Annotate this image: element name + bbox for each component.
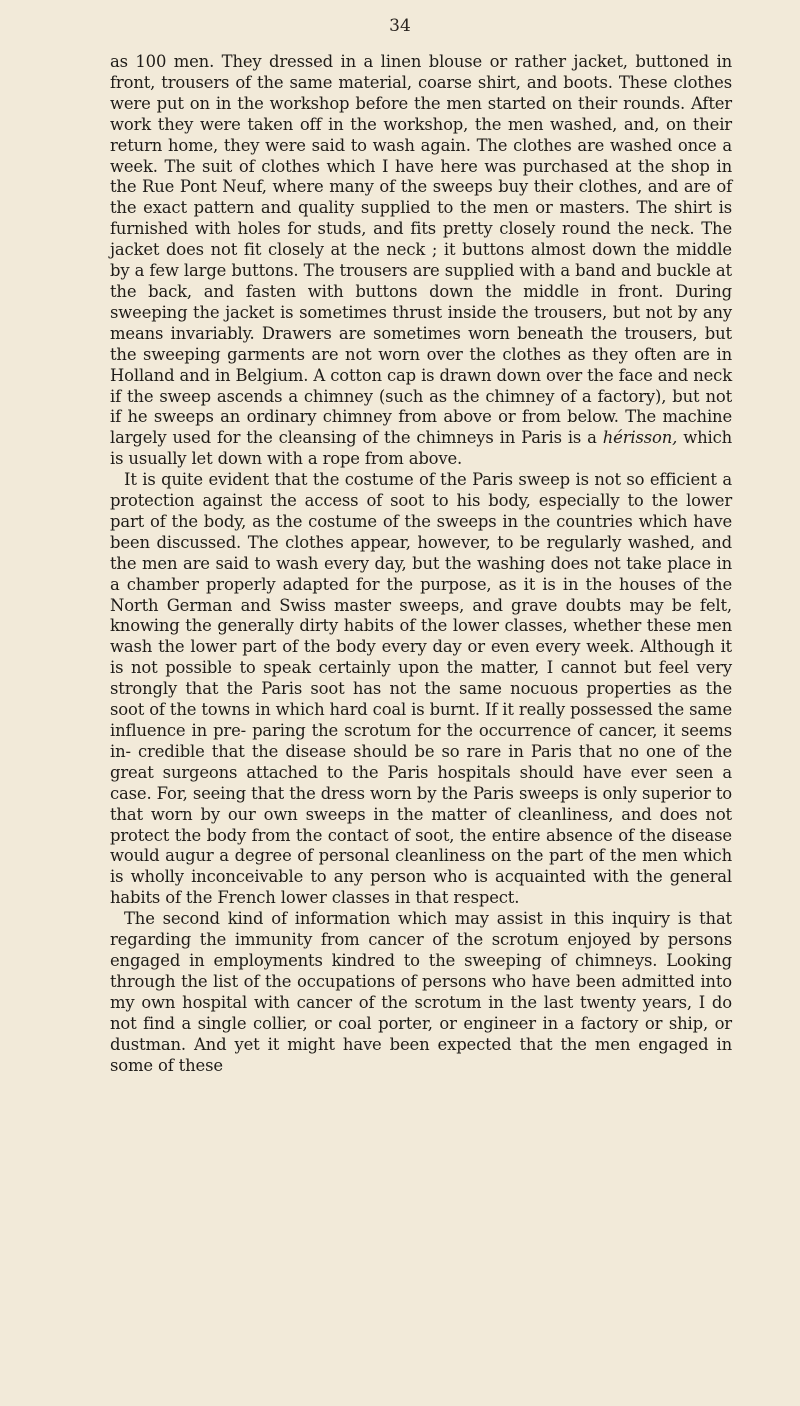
herisson-term: hérisson, [602,428,678,448]
paragraph-immunity: The second kind of information which may assist in this inquiry is that regarding the immunity from cancer of the scrotum enjoyed by persons engaged in employments kindred to the sweeping of chimneys. Looking through the list of the occupations of persons who have been admitted into my own hospital with cancer of the scrotum in the last twenty years, I do not find a single collier, or coal porter, or engineer in a factory or ship, or dustman. And yet it might have been expected that the men engaged in some of these [110,909,732,1075]
paragraph-clothing-ending: which is usually let down with a rope from above. [110,428,733,469]
paragraph-paris-soot: It is quite evident that the costume of the Paris sweep is not so efficient a protection against the access of soot to his body, especially to the lower part of the body, as the costume of the sweeps in the countries which have been discussed. The clothes appear, however, to be regularly washed, and the men are said to wash every day, but the washing does not take place in a chamber properly adapted for the purpose, as it is in the houses of the North German and Swiss master sweeps, and grave doubts may be felt, knowing the generally dirty habits of the lower classes, whether these men wash the lower part of the body every day or even every week. Although it is not possible to speak certainly upon the matter, I cannot but feel very strongly that the Paris soot has not the same nocuous properties as the soot of the towns in which hard coal is burnt. If it really possessed the same influence in pre- paring the scrotum for the occurrence of cancer, it seems in- credible that the disease should be so rare in Paris that no one of the great surgeons attached to the Paris hospitals should have ever seen a case. For, seeing that the dress worn by the Paris sweeps is only superior to that worn by our own sweeps in the matter of cleanliness, and does not protect the body from the contact of soot, the entire absence of the disease would augur a degree of personal cleanliness on the part of the men which is wholly inconceivable to any person who is acquainted with the general habits of the French lower classes in that respect. [110,470,732,908]
page-number: 34 [389,16,411,36]
paragraph-clothing-text: as 100 men. They dressed in a linen blouse or rather jacket, buttoned in front, trousers of the same material, coarse shirt, and boots. These clothes were put on in the workshop before the men started on their rounds. After work they were taken off in the workshop, the men washed, and, on their return home, they were said to wash again. The clothes are washed once a week. The suit of clothes which I have here was purchased at the shop in the Rue Pont Neuf, where many of the sweeps buy their clothes, and are of the exact pattern and quality supplied to the men or masters. The shirt is furnished with holes for studs, and fits pretty closely round the neck. The jacket does not fit closely at the neck ; it buttons almost down the middle by a few large buttons. The trousers are supplied with a band and buckle at the back, and fasten with buttons down the middle in front. During sweeping the jacket is sometimes thrust inside the trousers, but not by any means invariably. Drawers are sometimes worn beneath the trousers, but the sweeping garments are not worn over the clothes as they often are in Holland and in Belgium. A cotton cap is drawn down over the face and neck if the sweep ascends a chimney (such as the chimney of a factory), but not if he sweeps an ordinary chimney from above or from below. The machine largely used for the cleansing of the chimneys in Paris is a [110,52,732,448]
body-text [110,52,732,1076]
paragraph-clothing [110,52,732,470]
